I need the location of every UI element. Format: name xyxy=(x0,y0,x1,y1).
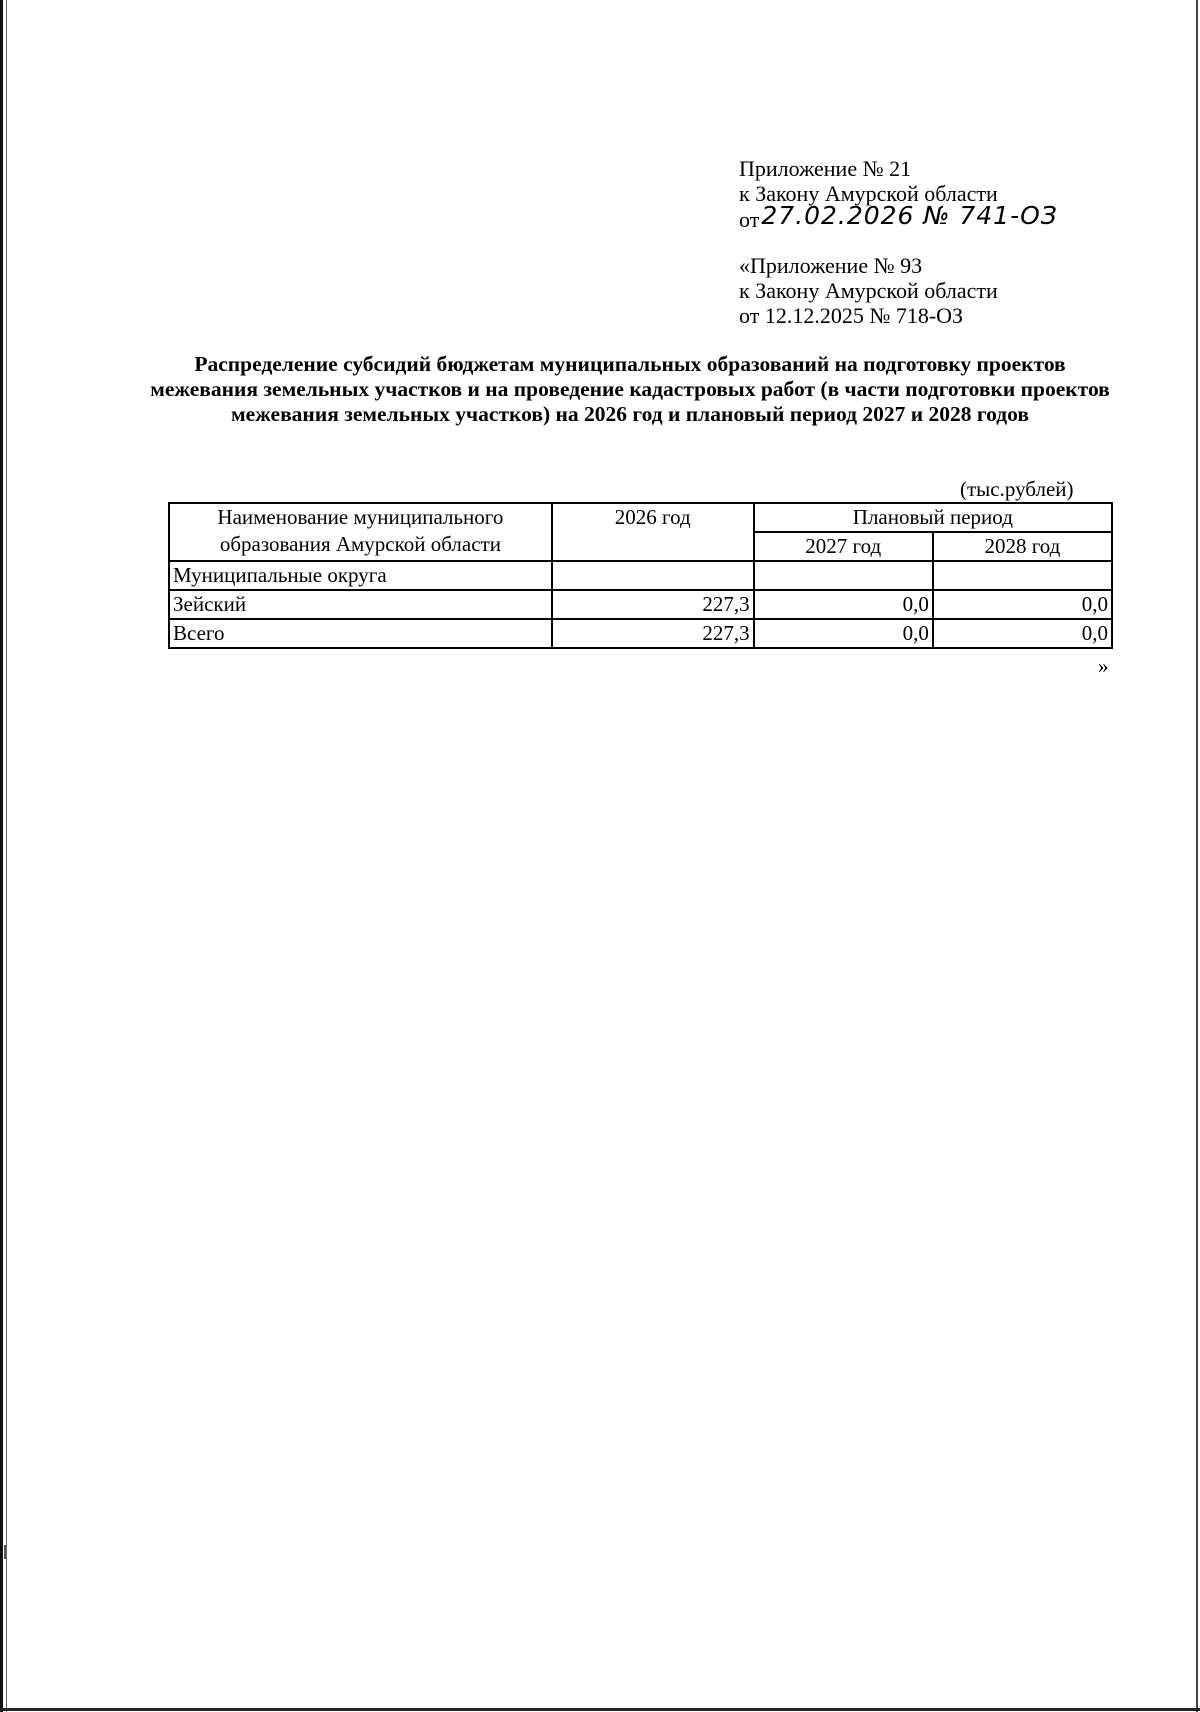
empty-cell xyxy=(933,561,1112,590)
original-attachment-date: от 12.12.2025 № 718-ОЗ xyxy=(739,303,964,328)
scan-artifact xyxy=(4,1545,6,1559)
closing-quote: » xyxy=(1098,654,1109,678)
subsidy-table xyxy=(168,502,1113,649)
empty-cell xyxy=(754,561,933,590)
scan-edge-left xyxy=(0,0,3,1712)
handwritten-date-number: 27.02.2026 № 741-ОЗ xyxy=(761,201,1058,230)
scan-edge-bottom xyxy=(0,1708,1200,1711)
table-total-row xyxy=(169,619,1112,648)
unit-label: (тыс.рублей) xyxy=(960,477,1074,501)
table-row xyxy=(169,590,1112,619)
header-name: Наименование муниципального образования Амурской области xyxy=(169,503,552,561)
scan-edge-right xyxy=(1196,0,1198,1712)
row-name: Зейский xyxy=(169,590,552,619)
row-value-2026: 227,3 xyxy=(552,590,754,619)
attachment-date-line xyxy=(739,201,1058,232)
document-title: Распределение субсидий бюджетам муниципальных образований на подготовку проектов межевания земельных участков и на проведение кадастровых работ (в части подготовки проектов межевания земельных участков) на 2026 год и плановый период 2027 и 2028 годов xyxy=(150,352,1110,426)
total-value-2028: 0,0 xyxy=(933,619,1112,648)
section-label: Муниципальные округа xyxy=(169,561,552,590)
row-value-2027: 0,0 xyxy=(754,590,933,619)
scan-edge-left-thin xyxy=(6,0,7,1712)
header-year-2027: 2027 год xyxy=(754,532,933,561)
total-value-2026: 227,3 xyxy=(552,619,754,648)
table-section-row xyxy=(169,561,1112,590)
empty-cell xyxy=(552,561,754,590)
original-attachment-law-ref: к Закону Амурской области xyxy=(739,278,998,303)
header-planned-period: Плановый период xyxy=(754,503,1112,532)
attachment-current-block xyxy=(739,156,1058,232)
table-header-row-1 xyxy=(169,503,1112,532)
total-label: Всего xyxy=(169,619,552,648)
total-value-2027: 0,0 xyxy=(754,619,933,648)
attachment-date-prefix: от xyxy=(739,207,760,232)
attachment-number: Приложение № 21 xyxy=(739,156,912,181)
original-attachment-number: «Приложение № 93 xyxy=(739,253,923,278)
header-year-2026: 2026 год xyxy=(552,503,754,561)
attachment-law-ref: к Закону Амурской области xyxy=(739,181,998,206)
header-year-2028: 2028 год xyxy=(933,532,1112,561)
row-value-2028: 0,0 xyxy=(933,590,1112,619)
attachment-original-block xyxy=(739,253,998,328)
